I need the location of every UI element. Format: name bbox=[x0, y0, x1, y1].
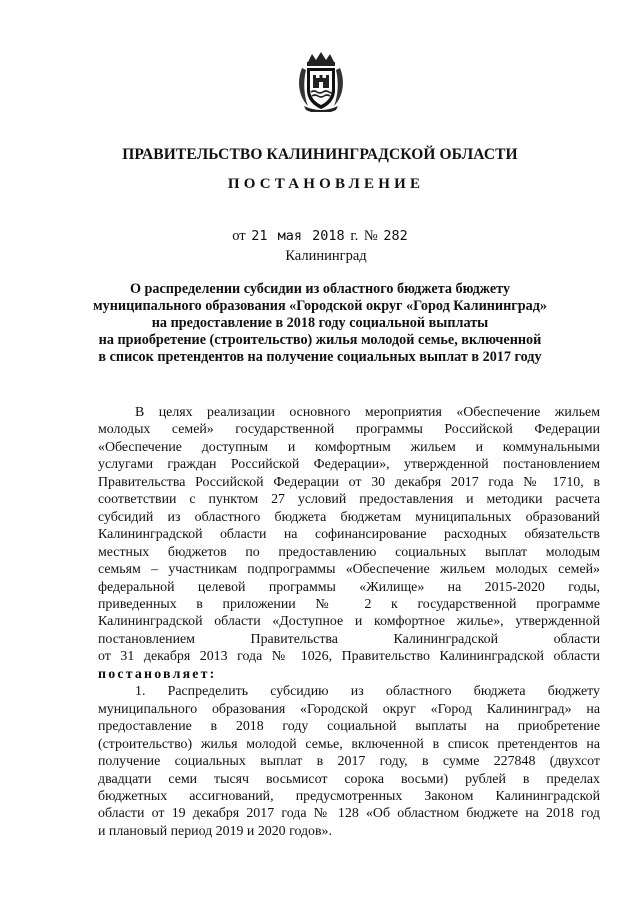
body-line: «Обеспечение доступным и комфортным жильем и коммунальными bbox=[98, 439, 600, 455]
body-line: приведенных в приложении № 2 к государственной программе bbox=[98, 596, 600, 612]
decree-word: постановляет: bbox=[98, 666, 217, 682]
decree-body bbox=[98, 404, 600, 840]
body-line: федеральной целевой программы «Жилище» на 2015-2020 годы, bbox=[98, 579, 600, 595]
body-line: от 31 декабря 2013 года № 1026, Правительство Калининградской области bbox=[98, 649, 600, 665]
from-label: от bbox=[232, 228, 246, 244]
subject-line: О распределении субсидии из областного бюджета бюджету bbox=[129, 281, 511, 297]
body-line: соответствии с пунктом 27 условий предоставления и методики расчета bbox=[98, 492, 600, 508]
body-line: Калининградской области на софинансирование расходных обязательств bbox=[98, 527, 600, 543]
body-line: местных бюджетов по предоставлению социальных выплат молодым bbox=[98, 544, 600, 560]
body-line: услугами граждан Российской Федерации», утвержденной постановлением bbox=[98, 457, 600, 473]
body-line: В целях реализации основного мероприятия «Обеспечение жильем bbox=[135, 405, 600, 420]
body-line: и плановый период 2019 и 2020 годов». bbox=[98, 823, 332, 839]
city: Калининград bbox=[285, 248, 367, 264]
decree-date: 21 мая 2018 bbox=[251, 228, 345, 244]
year-suffix: г. bbox=[350, 228, 359, 244]
subject-line: муниципального образования «Городской округ «Город Калининград» bbox=[93, 298, 547, 314]
body-line: получение социальных выплат в 2017 году, в сумме 227848 (двухсот bbox=[98, 754, 600, 770]
coat-of-arms-icon bbox=[296, 52, 346, 112]
subject-line: на приобретение (строительство) жилья молодой семье, включенной bbox=[98, 332, 542, 348]
body-line: семьям – участникам подпрограммы «Обеспечение жильем молодых семей» bbox=[98, 562, 600, 578]
body-line: муниципального образования «Городской округ «Город Калининград» на bbox=[98, 701, 600, 717]
document-type: ПОСТАНОВЛЕНИЕ bbox=[227, 176, 425, 192]
body-line: Калининградской области «Доступное и комфортное жилье», утвержденной bbox=[98, 614, 600, 630]
government-title: ПРАВИТЕЛЬСТВО КАЛИНИНГРАДСКОЙ ОБЛАСТИ bbox=[122, 146, 518, 163]
body-line: двадцати семи тысяч восьмисот сорока восьми) рублей в пределах bbox=[98, 771, 600, 787]
body-line: 1. Распределить субсидию из областного бюджета бюджету bbox=[135, 684, 600, 700]
body-line: (строительство) жилья молодой семье, включенной в список претендентов на bbox=[98, 736, 600, 752]
subject-line: в список претендентов на получение социальных выплат в 2017 году bbox=[98, 349, 542, 365]
body-line: области от 19 декабря 2017 года № 128 «Об областном бюджете на 2018 год bbox=[98, 806, 600, 822]
body-line: предоставление в 2018 году социальной выплаты на приобретение bbox=[98, 719, 600, 735]
body-line: субсидий из областного бюджета бюджетам муниципальных образований bbox=[98, 509, 600, 525]
number-label: № bbox=[363, 228, 378, 244]
body-line: бюджетных ассигнований, предусмотренных Законом Калининградской bbox=[98, 788, 600, 804]
decree-number: 282 bbox=[383, 228, 408, 244]
subject-line: на предоставление в 2018 году социальной выплаты bbox=[151, 315, 489, 331]
decree-date-number bbox=[0, 228, 640, 245]
body-line: постановлением Правительства Калининградской области bbox=[98, 631, 600, 647]
body-line: Правительства Российской Федерации от 30 декабря 2017 года № 1710, в bbox=[98, 474, 600, 490]
body-line: молодых семей» государственной программы Российской Федерации bbox=[98, 422, 600, 438]
decree-subject bbox=[0, 281, 640, 366]
